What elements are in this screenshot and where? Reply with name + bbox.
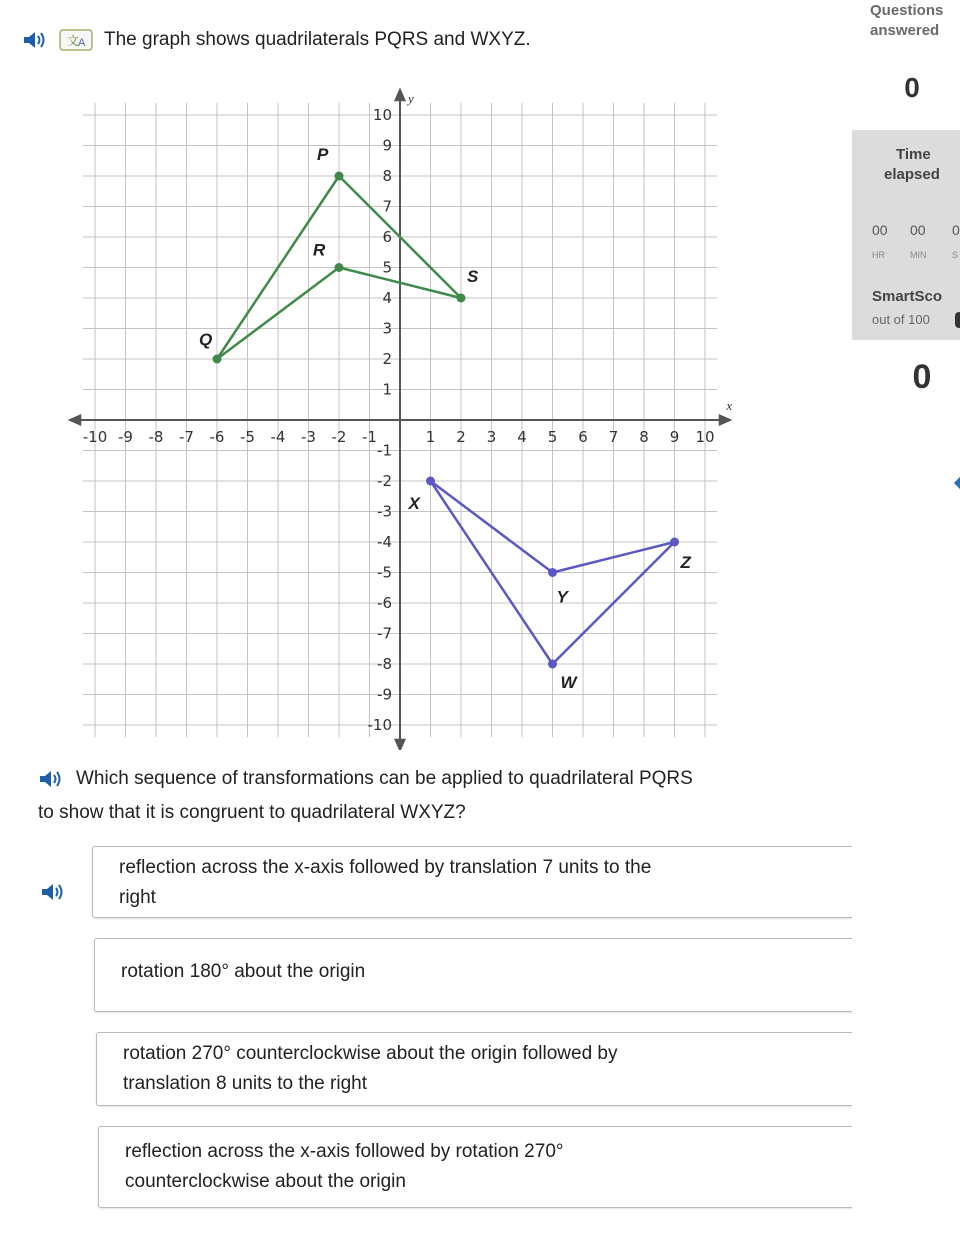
- choice-1-line-1: reflection across the x-axis followed by translation 7 units to the: [119, 857, 652, 878]
- x-axis-arrow: [719, 414, 733, 426]
- vertex-label: Y: [556, 587, 568, 607]
- x-tick-label: 7: [608, 428, 619, 446]
- seconds-value: 0: [952, 222, 960, 238]
- question-title: The graph shows quadrilaterals PQRS and WXYZ.: [104, 29, 531, 50]
- choice-4-line-1: reflection across the x-axis followed by rotation 270°: [125, 1141, 564, 1162]
- hours-value: 00: [872, 222, 888, 238]
- x-tick-label: 2: [456, 428, 466, 446]
- x-tick-label: 8: [639, 428, 649, 446]
- x-tick-label: -10: [82, 428, 108, 446]
- x-tick-label: 1: [425, 428, 436, 446]
- choice-3-line-2: translation 8 units to the right: [123, 1073, 367, 1094]
- vertex-point: [213, 355, 222, 364]
- x-tick-label: 4: [517, 428, 527, 446]
- vertex-label: R: [313, 240, 326, 260]
- prompt-line-2: to show that it is congruent to quadrilateral WXYZ?: [38, 802, 466, 823]
- vertex-label: W: [560, 673, 577, 692]
- y-tick-label: 9: [382, 136, 392, 155]
- y-tick-label: 4: [382, 289, 392, 307]
- question-header: [22, 26, 531, 54]
- vertex-point: [426, 477, 435, 486]
- answered-count: 0: [904, 72, 920, 103]
- questions-label: Questions: [870, 2, 944, 19]
- y-tick-label: -1: [377, 441, 392, 460]
- coordinate-graph: [60, 80, 740, 750]
- y-tick-label: 2: [382, 350, 392, 368]
- x-tick-label: -7: [179, 428, 194, 446]
- vertex-point: [335, 172, 344, 181]
- choice-4-line-2: counterclockwise about the origin: [125, 1171, 406, 1192]
- answer-choice-4[interactable]: [98, 1126, 874, 1208]
- speaker-icon[interactable]: [38, 768, 64, 790]
- choice-2-line-1: rotation 180° about the origin: [121, 961, 366, 982]
- x-tick-label: -2: [331, 428, 347, 446]
- vertex-point: [670, 538, 679, 547]
- y-axis-label: y: [408, 90, 414, 106]
- vertex-point: [335, 263, 344, 272]
- y-tick-label: 10: [372, 106, 392, 124]
- y-tick-label: -8: [377, 655, 392, 673]
- vertex-label: S: [467, 267, 479, 286]
- smartscore-label: SmartSco: [872, 288, 943, 305]
- x-tick-label: -3: [301, 428, 316, 446]
- vertex-label: P: [317, 145, 329, 164]
- choice-3-line-1: rotation 270° counterclockwise about the origin followed by: [123, 1043, 618, 1064]
- speaker-icon[interactable]: [40, 881, 66, 903]
- vertex-point: [548, 568, 557, 577]
- y-tick-label: 3: [382, 319, 392, 338]
- y-tick-label: 8: [382, 167, 392, 185]
- stats-panel: [852, 130, 960, 340]
- time-label: Time: [896, 146, 931, 163]
- vertex-label: Z: [680, 553, 691, 572]
- answer-choice-2[interactable]: [94, 938, 868, 1012]
- x-axis-label: x: [726, 398, 733, 413]
- minutes-unit: MIN: [910, 250, 927, 260]
- hours-unit: HR: [872, 250, 885, 260]
- vertex-label: X: [408, 494, 420, 513]
- x-tick-label: 9: [669, 428, 680, 446]
- x-tick-label: 3: [486, 428, 497, 446]
- score-marker-icon: [954, 476, 960, 490]
- seconds-unit: S: [952, 250, 959, 260]
- y-tick-label: -2: [377, 472, 392, 490]
- y-tick-label: -10: [367, 716, 392, 734]
- svg-text:A: A: [78, 37, 86, 49]
- svg-text:文: 文: [67, 34, 80, 48]
- y-tick-label: -6: [377, 594, 392, 612]
- translate-icon[interactable]: [58, 26, 94, 54]
- answer-choice-1[interactable]: [92, 846, 868, 918]
- y-tick-label: -5: [377, 563, 392, 582]
- y-tick-label: -3: [377, 502, 392, 521]
- x-tick-label: 6: [578, 428, 588, 446]
- x-tick-label: 5: [547, 428, 558, 446]
- vertex-point: [457, 294, 466, 303]
- x-tick-label: -4: [270, 428, 286, 446]
- smartscore-value: 0: [912, 358, 932, 396]
- y-tick-label: 6: [382, 228, 392, 246]
- y-tick-label: -4: [377, 533, 392, 551]
- x-axis-arrow: [68, 414, 82, 426]
- elapsed-label: elapsed: [884, 166, 940, 183]
- y-tick-label: -9: [377, 685, 392, 704]
- y-tick-label: 1: [382, 380, 392, 399]
- choice-1-line-2: right: [119, 887, 156, 908]
- answer-choice-3[interactable]: [96, 1032, 870, 1106]
- x-tick-label: -5: [240, 428, 255, 446]
- progress-sidebar: [852, 0, 960, 1238]
- answered-label: answered: [870, 22, 940, 39]
- vertex-label: Q: [199, 330, 213, 349]
- vertex-point: [548, 660, 557, 669]
- y-tick-label: 7: [382, 197, 392, 216]
- prompt-line-1: Which sequence of transformations can be applied to quadrilateral PQRS: [76, 768, 693, 789]
- x-tick-label: 10: [695, 428, 715, 446]
- x-tick-label: -8: [148, 428, 164, 446]
- y-axis-arrow: [394, 88, 406, 102]
- x-tick-label: -1: [362, 428, 377, 446]
- x-tick-label: -6: [209, 428, 225, 446]
- question-prompt: [38, 762, 858, 830]
- info-icon[interactable]: [955, 312, 960, 328]
- x-tick-label: -9: [118, 428, 133, 446]
- y-tick-label: 5: [382, 258, 392, 277]
- y-tick-label: -7: [377, 624, 392, 643]
- speaker-icon[interactable]: [22, 29, 48, 51]
- y-axis-arrow: [394, 739, 406, 750]
- minutes-value: 00: [910, 222, 926, 238]
- out-of-label: out of 100: [872, 312, 930, 327]
